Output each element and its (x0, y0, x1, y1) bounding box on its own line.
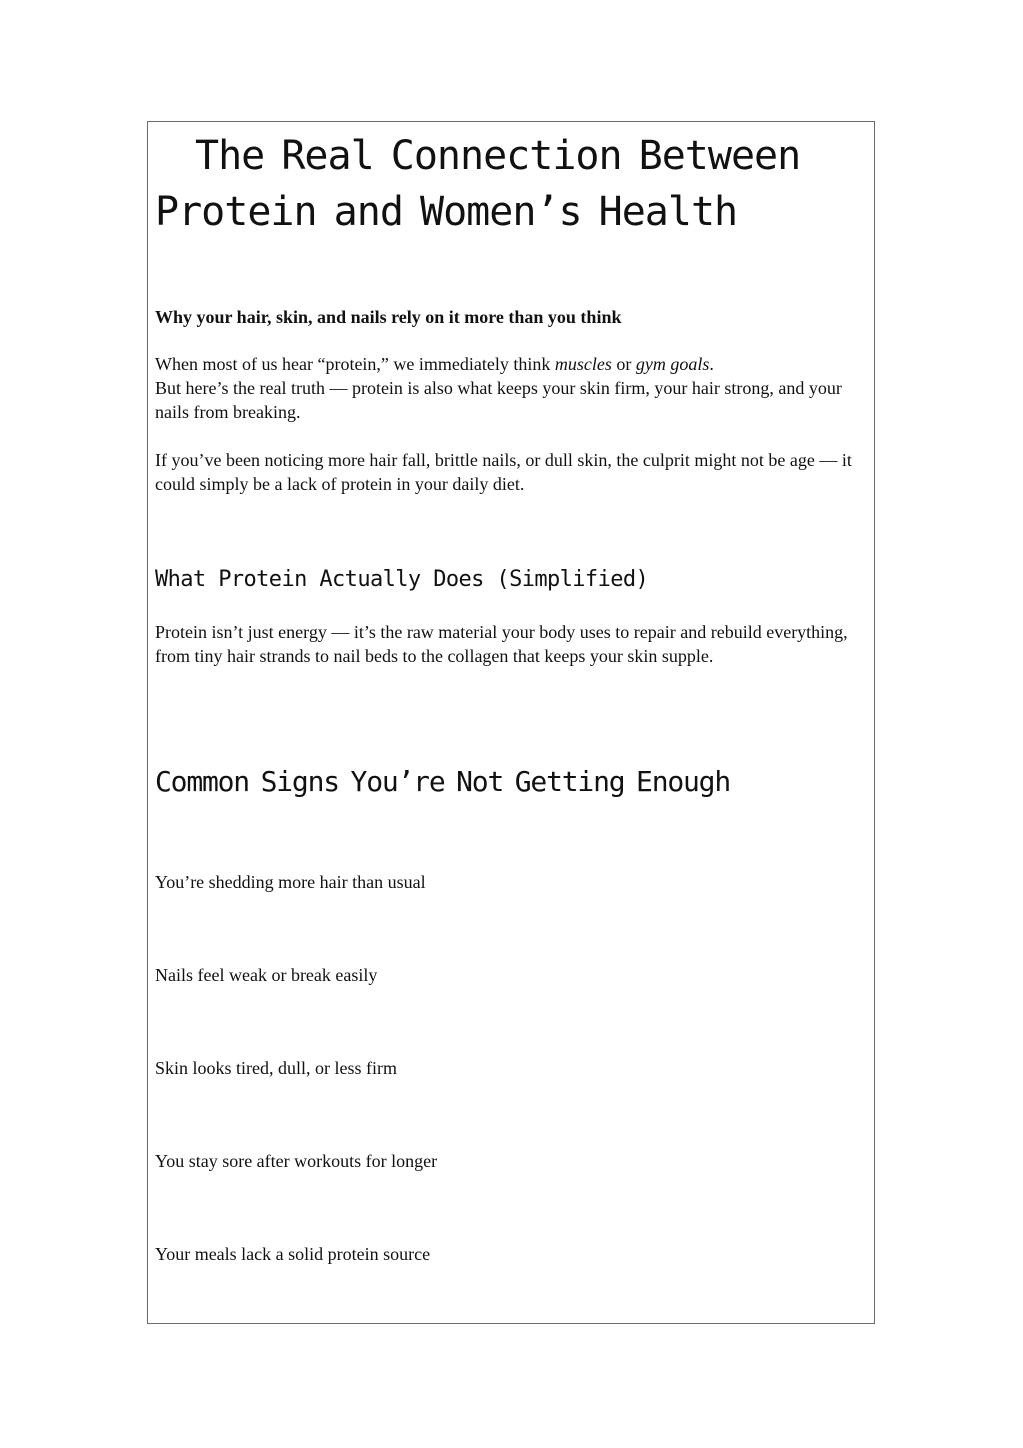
paragraph-protein-deficiency: If you’ve been noticing more hair fall, brittle nails, or dull skin, the culprit might not be age — it could simply be a lack of protein in your daily diet. (155, 450, 852, 494)
list-item: You stay sore after workouts for longer (155, 1151, 438, 1171)
intro-emphasis-muscles: muscles (554, 354, 612, 374)
intro-text-1: When most of us hear “protein,” we immediately think (155, 354, 555, 374)
section-heading-common-signs: Common Signs You’re Not Getting Enough (155, 765, 730, 798)
intro-text-2: or (611, 354, 636, 374)
list-item: Skin looks tired, dull, or less firm (155, 1058, 397, 1078)
page-title (155, 128, 865, 240)
list-item: Nails feel weak or break easily (155, 965, 378, 985)
list-item: Your meals lack a solid protein source (155, 1244, 431, 1264)
page-border (147, 121, 875, 1324)
section-heading-what-protein-does: What Protein Actually Does (Simplified) (155, 567, 649, 592)
section-body-what-protein-does: Protein isn’t just energy — it’s the raw material your body uses to repair and rebuild everything, from tiny hair strands to nail beds to the collagen that keeps your skin supple. (155, 622, 848, 666)
intro-paragraph (155, 352, 870, 424)
title-line-1: The Real Connection Between (195, 133, 801, 179)
subtitle: Why your hair, skin, and nails rely on it more than you think (155, 307, 622, 327)
title-line-2: Protein and Women’s Health (155, 189, 738, 235)
intro-emphasis-gym-goals: gym goals (635, 354, 710, 374)
intro-text-4: But here’s the real truth — protein is also what keeps your skin firm, your hair strong, and your nails from breaking. (155, 378, 842, 422)
intro-text-3: . (709, 354, 714, 374)
list-item: You’re shedding more hair than usual (155, 872, 426, 892)
